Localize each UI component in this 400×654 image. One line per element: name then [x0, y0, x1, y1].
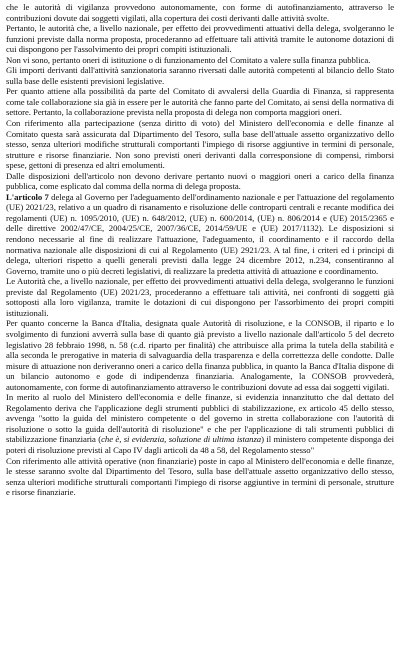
paragraph-autofinanziamento: che le autorità di vigilanza provvedono autonomamente, con forme di autofinanziamento, attraverso le contribuzioni dovute dai soggetti vigilati, alla copertura dei costi derivanti dalle attività svolte.	[6, 2, 394, 23]
ruolo-mef-italic: che è, si evidenzia, soluzione di ultima istanza	[101, 434, 262, 445]
document-body	[6, 2, 394, 498]
paragraph-guardia-finanza: Per quanto attiene alla possibilità da parte del Comitato di avvalersi della Guardia di Finanza, si rappresenta come tale collaborazione sia già in essere per le autorità che fanno parte del Comitato, ai sensi della normativa di settore. Pertanto, la collaborazione prevista nella proposta di delega non comporta maggiori oneri.	[6, 86, 394, 118]
article-heading: L'articolo 7	[6, 191, 49, 202]
article-text: delega al Governo per l'adeguamento dell'ordinamento nazionale e per l'attuazione del regolamento (UE) 2021/23, relativo a un quadro di risanamento e risoluzione delle controparti centrali e recante modifica dei regolamenti (UE) n. 1095/2010, (UE) n. 648/2012, (UE) n. 600/2014, (UE) n. 806/2014 e (UE) 2015/2365 e delle direttive 2002/47/CE, 2004/25/CE, 2007/36/CE, 2014/59/UE e (UE) 2017/1132). Le disposizioni si rendono necessarie al fine di realizzare l'attuazione, l'adeguamento, il coordinamento e il raccordo della normativa nazionale alle disposizioni di cui al Regolamento (UE) 2921/23. A tal fine, i criteri ed i principi di delega, ulteriori rispetto a quelli generali previsti dalla legge 24 dicembre 2012, n.234, consentiranno al Governo, tramite uno o più decreti legislativi, di realizzare la predetta attività di attuazione e coordinamento.	[6, 191, 394, 276]
ruolo-mef-text: In merito al ruolo del Ministero dell'economia e delle finanze, si evidenzia innanzitutto che dal dettato del Regolamento deriva che l'applicazione degli strumenti pubblici di stabilizzazione, ex articolo 45 dello stesso, avvenga "sotto la guida del ministero competente o del governo in stretta collaborazione con l'autorità di risoluzione o sotto la guida dell'autorità di risoluzione" e che per l'applicazione di tali strumenti pubblici di stabilizzazione finanziaria (	[6, 392, 394, 445]
paragraph-sanzioni: Gli importi derivanti dall'attività sanzionatoria saranno riversati dalle autorità competenti al bilancio dello Stato sulla base delle esistenti previsioni legislative.	[6, 65, 394, 86]
paragraph-nessun-onere: Dalle disposizioni dell'articolo non devono derivare pertanto nuovi o maggiori oneri a carico della finanza pubblica, come esplicato dal comma della norma di delega proposta.	[6, 170, 394, 192]
paragraph-partecipazione-mef: Con riferimento alla partecipazione (senza diritto di voto) del Ministero dell'economia e delle finanze al Comitato questa sarà assicurata dal Dipartimento del Tesoro, sulla base dell'attuale assetto organizzativo dello stesso, senza ulteriori modifiche strutturali comportanti l'impiego di risorse aggiuntive in termini di personale, strutture e risorse finanziarie. Non sono previsti oneri derivanti dalla corresponsione di compensi, rimborsi spese, gettoni di presenza ed altri emolumenti.	[6, 118, 394, 171]
ruolo-mef-tail: ) il ministero competente disponga dei poteri di risoluzione previsti al Capo IV dagli articoli da 48 a 58, del Regolamento stesso"	[6, 434, 394, 455]
paragraph-autorita-nazionali: Le Autorità che, a livello nazionale, per effetto dei provvedimenti attuativi della delega, svolgeranno le funzioni previste dal Regolamento (UE) 2021/23, procederanno a effettuare tali attività, nei confronti di soggetti già sottoposti alla loro vigilanza, tramite le dotazioni di cui dispongono per l'assorbimento dei propri compiti istituzionali.	[6, 276, 394, 318]
paragraph-oneri-comitato: Non vi sono, pertanto oneri di istituzione o di funzionamento del Comitato a valere sulla finanza pubblica.	[6, 54, 371, 65]
paragraph-ruolo-mef	[6, 392, 394, 455]
paragraph-articolo-7	[6, 192, 394, 276]
paragraph-banca-italia-consob: Per quanto concerne la Banca d'Italia, designata quale Autorità di risoluzione, e la CONSOB, il riparto e lo svolgimento di funzioni avverrà sulla base di quanto già previsto a livello nazionale dall'articolo 5 del decreto legislativo 28 febbraio 1998, n. 58 (c.d. riparto per finalità) che attribuisce alla prima la tutela della stabilità e alla seconda le prerogative in materia di salvaguardia della trasparenza e della correttezza delle condotte. Dalle misure di attuazione non deriveranno oneri a carico della finanza pubblica, in quanto la Banca d'Italia dispone di un bilancio autonomo e gode di indipendenza finanziaria. Analogamente, la CONSOB provvederà, autonomamente, con forme di autofinanziamento attraverso le contribuzioni dovute ad essa dai soggetti vigilati.	[6, 318, 394, 392]
paragraph-autorita-funzioni: Pertanto, le autorità che, a livello nazionale, per effetto dei provvedimenti attuativi della delega, svolgeranno le funzioni previste dalla norma proposta, procederanno ad effettuare tali attività tramite le autonome dotazioni di cui dispongono per l'assolvimento dei propri compiti istituzionali.	[6, 23, 394, 55]
paragraph-attivita-operative: Con riferimento alle attività operative (non finanziarie) poste in capo al Ministero dell'economia e delle finanze, le stesse saranno svolte dal Dipartimento del Tesoro, sulla base dell'attuale assetto organizzativo dello stesso, senza ulteriori modifiche strutturali comportanti l'impiego di risorse aggiuntive in termini di personale, strutture e risorse finanziarie.	[6, 455, 394, 498]
